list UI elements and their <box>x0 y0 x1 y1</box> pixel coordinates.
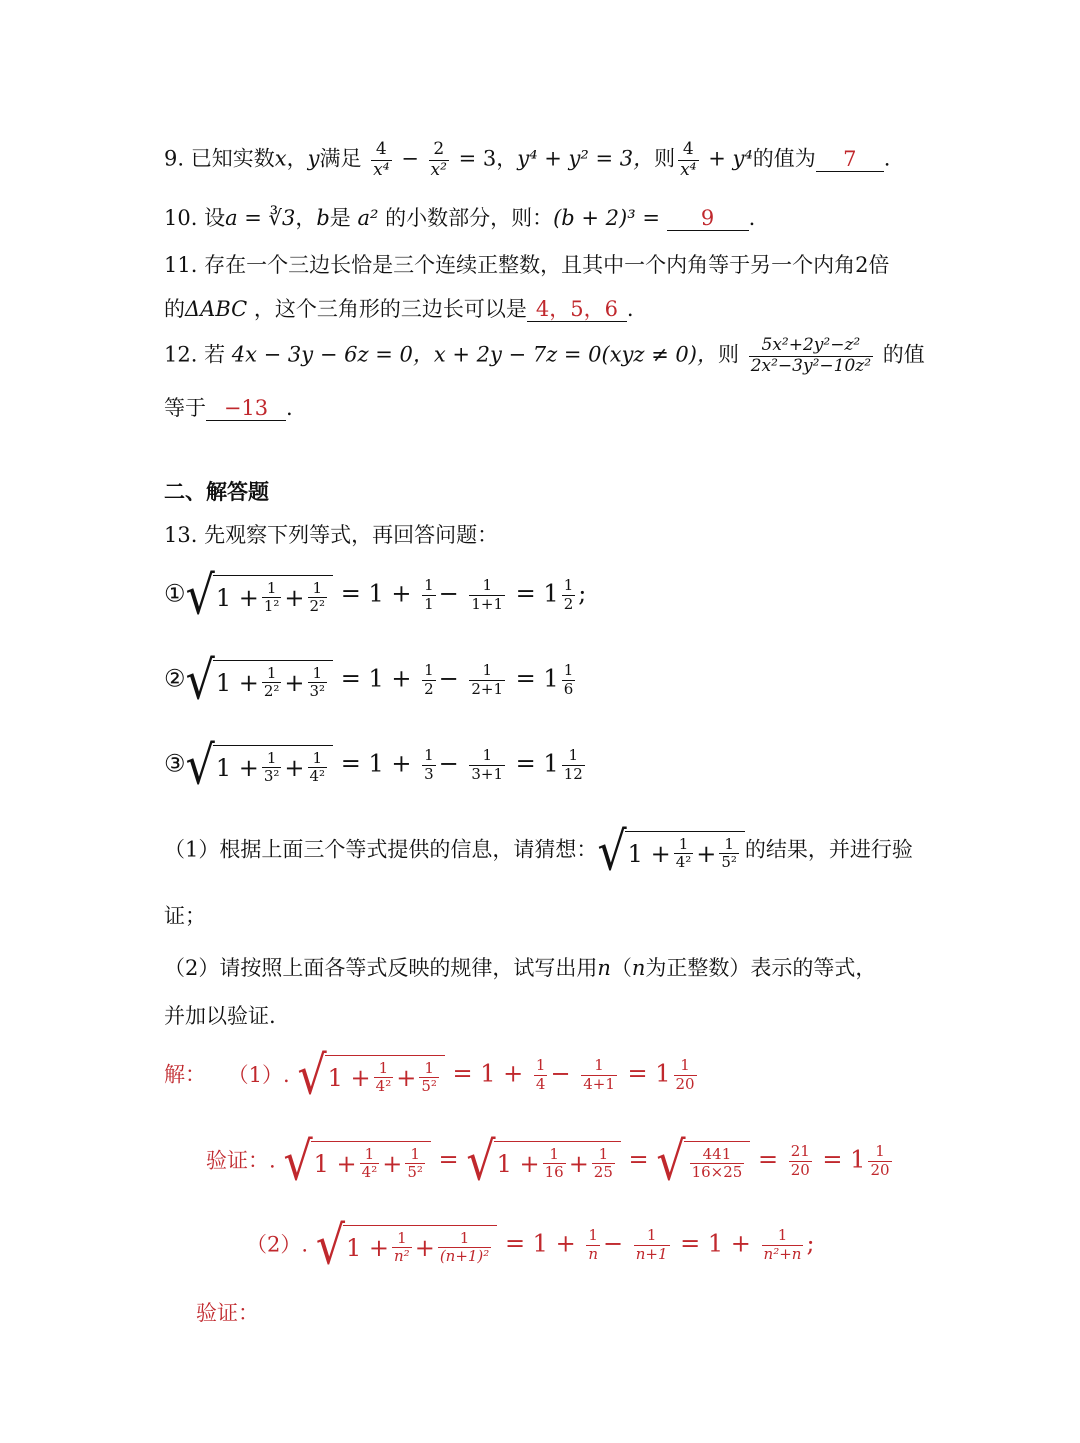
q13-part2-text: （ <box>610 956 632 980</box>
q11-triangle: ΔABC <box>185 297 248 321</box>
q11-text: 的 <box>164 297 185 321</box>
q12-text: 的值 <box>882 342 925 367</box>
q13-part1-cont: 证； <box>164 904 206 928</box>
q10-text: 设 <box>204 206 226 230</box>
q10-expr: a² <box>357 206 379 230</box>
sqrt-expr: √ 1 + $\frac{1}{\text{1²}}$ + $\frac{1}{\text{2²}}$ <box>186 572 334 618</box>
q13-part1-text: （1）根据上面三个等式提供的信息，请猜想： <box>164 837 598 862</box>
q9-answer: 7 <box>816 148 884 172</box>
q12-fraction: $\frac{\text{5x²+2y²−z²}}{\text{2x²−3y²−10z²}}$ <box>750 335 872 376</box>
q13-part1 <box>164 819 913 883</box>
q11-line-2 <box>164 298 634 322</box>
solution-label: 解： <box>164 1062 206 1087</box>
q13-equation: ① √ 1 + $\frac{1}{\text{1²}}$ + $\frac{1}{\text{2²}}$ = 1 + $\frac{1}{1}$ − $\frac{1}{1+1}$ = 1 $\frac{1}{2}$ ; <box>164 563 587 627</box>
q9-expr: + y⁴ <box>708 146 753 171</box>
q10-text: 的小数部分，则： <box>385 206 554 230</box>
section-heading: 二、解答题 <box>164 480 269 504</box>
q10-sep: ， <box>295 206 317 230</box>
q12-text: 等于 <box>164 396 206 420</box>
sqrt-expr: √ 1 + $\frac{1}{\text{3²}}$ + $\frac{1}{\text{4²}}$ <box>186 742 334 788</box>
q13-equation: ③ √ 1 + $\frac{1}{\text{3²}}$ + $\frac{1}{\text{4²}}$ = 1 + $\frac{1}{3}$ − $\frac{1}{3+1}$ = 1 $\frac{1}{12}$ <box>164 733 583 797</box>
q10-expr: (b + 2)³ = <box>553 206 660 230</box>
sqrt-expr: √ 1 + $\frac{1}{\text{4²}}$ + $\frac{1}{\text{5²}}$ <box>283 1138 431 1184</box>
sqrt-expr: √ 1 + $\frac{1}{\text{4²}}$ + $\frac{1}{\text{5²}}$ <box>297 1052 445 1098</box>
q9-text: 已知实数 <box>190 146 275 171</box>
q13-equation: ② √ 1 + $\frac{1}{\text{2²}}$ + $\frac{1}{\text{3²}}$ = 1 + $\frac{1}{2}$ − $\frac{1}{2+1}$ = 1 $\frac{1}{6}$ <box>164 648 574 712</box>
circled-number: ① <box>164 579 186 608</box>
q11-answer: 4，5，6 <box>527 298 627 322</box>
q13-part1-text: 的结果，并进行验 <box>744 837 913 862</box>
solution-line-1: 解： （1）. √ 1 + $\frac{1}{\text{4²}}$ + $\frac{1}{\text{5²}}$ = 1 + $\frac{1}{4}$ − $\frac{1}{4+1}$ = 1 $\frac{1}{20}$ <box>164 1043 695 1107</box>
q12-end: . <box>286 396 293 420</box>
circled-number: ② <box>164 664 186 693</box>
q9-sep: ， <box>286 146 308 171</box>
q13-intro: 13. 先观察下列等式，再回答问题： <box>164 523 499 547</box>
q9-expr: y⁴ + y² = 3， <box>517 146 655 171</box>
q9-var: y <box>307 146 320 171</box>
q10-text: 是 <box>329 206 351 230</box>
q10-var: b <box>316 206 330 230</box>
q10-number: 10. <box>164 206 198 230</box>
verify-label: 验证：. <box>206 1148 276 1173</box>
solution-part-label: （1）. <box>227 1062 290 1087</box>
q11-text: ，这个三角形的三边长可以是 <box>253 297 527 321</box>
q13-part2-text: 为正整数）表示的等式， <box>645 956 877 980</box>
q13-var: n <box>597 956 611 980</box>
q9-op: = 3， <box>458 146 518 171</box>
solution-line-2: （2）. √ 1 + $\frac{1}{\text{n²}}$ + $\frac{1}{\text{(n+1)²}}$ = 1 + $\frac{1}{n}$ − $\frac{1}{n+1}$ = 1 + $\frac{1}{\text{n²+n}}$ ; <box>246 1213 815 1277</box>
q9-line <box>164 140 890 180</box>
q13-part2-cont: 并加以验证. <box>164 1004 276 1028</box>
q11-end: . <box>626 297 634 321</box>
q12-text: 若 <box>204 342 226 367</box>
solution-verify-2: 验证： <box>196 1301 259 1325</box>
q9-number: 9. <box>164 146 185 171</box>
q9-op: − <box>401 146 419 171</box>
solution-part-label: （2）. <box>246 1232 309 1257</box>
q10-end: . <box>748 206 756 230</box>
solution-verify-1: 验证：. √ 1 + $\frac{1}{\text{4²}}$ + $\frac{1}{\text{5²}}$ = √ 1 + $\frac{1}{16}$ + $\frac{1}{25}$ = √ $\frac{441}{16\times 25}$ = $\frac{21}{20}$ = 1 $\frac{1}{20}$ <box>206 1129 890 1193</box>
q9-end: . <box>883 146 891 171</box>
q12-text: 则 <box>718 342 739 367</box>
q9-fraction: $\frac{4}{\text{x⁴}}$ <box>373 139 390 180</box>
q11-line-1: 11. 存在一个三边长恰是三个连续正整数，且其中一个内角等于另一个内角2倍 <box>164 253 890 277</box>
q13-part2-text: （2）请按照上面各等式反映的规律，试写出用 <box>164 956 598 980</box>
sqrt-expr: √ 1 + $\frac{1}{\text{4²}}$ + $\frac{1}{\text{5²}}$ <box>597 828 745 874</box>
q10-answer: 9 <box>667 207 749 231</box>
q13-part2 <box>164 958 876 979</box>
q12-answer: −13 <box>206 397 286 421</box>
q10-expr: a = ∛3 <box>225 206 296 230</box>
q9-text: 的值为 <box>752 146 816 171</box>
q12-number: 12. <box>164 342 198 367</box>
q12-line-1 <box>164 336 925 376</box>
q9-fraction: $\frac{4}{\text{x⁴}}$ <box>680 139 697 180</box>
q12-expr: 4x − 3y − 6z = 0，x + 2y − 7z = 0(xyz ≠ 0)， <box>231 342 718 367</box>
sqrt-expr: √ 1 + $\frac{1}{\text{n²}}$ + $\frac{1}{\text{(n+1)²}}$ <box>316 1222 498 1268</box>
sqrt-expr: √ 1 + $\frac{1}{\text{2²}}$ + $\frac{1}{\text{3²}}$ <box>186 657 334 703</box>
q10-line <box>164 207 755 231</box>
sqrt-expr: √ 1 + $\frac{1}{16}$ + $\frac{1}{25}$ <box>466 1138 621 1184</box>
sqrt-expr: √ $\frac{441}{16\times 25}$ <box>656 1138 750 1184</box>
q13-var: n <box>631 956 646 980</box>
q9-fraction: $\frac{2}{\text{x²}}$ <box>430 139 447 180</box>
q12-line-2 <box>164 397 293 421</box>
q9-text: 满足 <box>319 146 362 171</box>
q9-text: 则 <box>654 146 676 171</box>
circled-number: ③ <box>164 749 186 778</box>
q9-var: x <box>274 146 287 171</box>
